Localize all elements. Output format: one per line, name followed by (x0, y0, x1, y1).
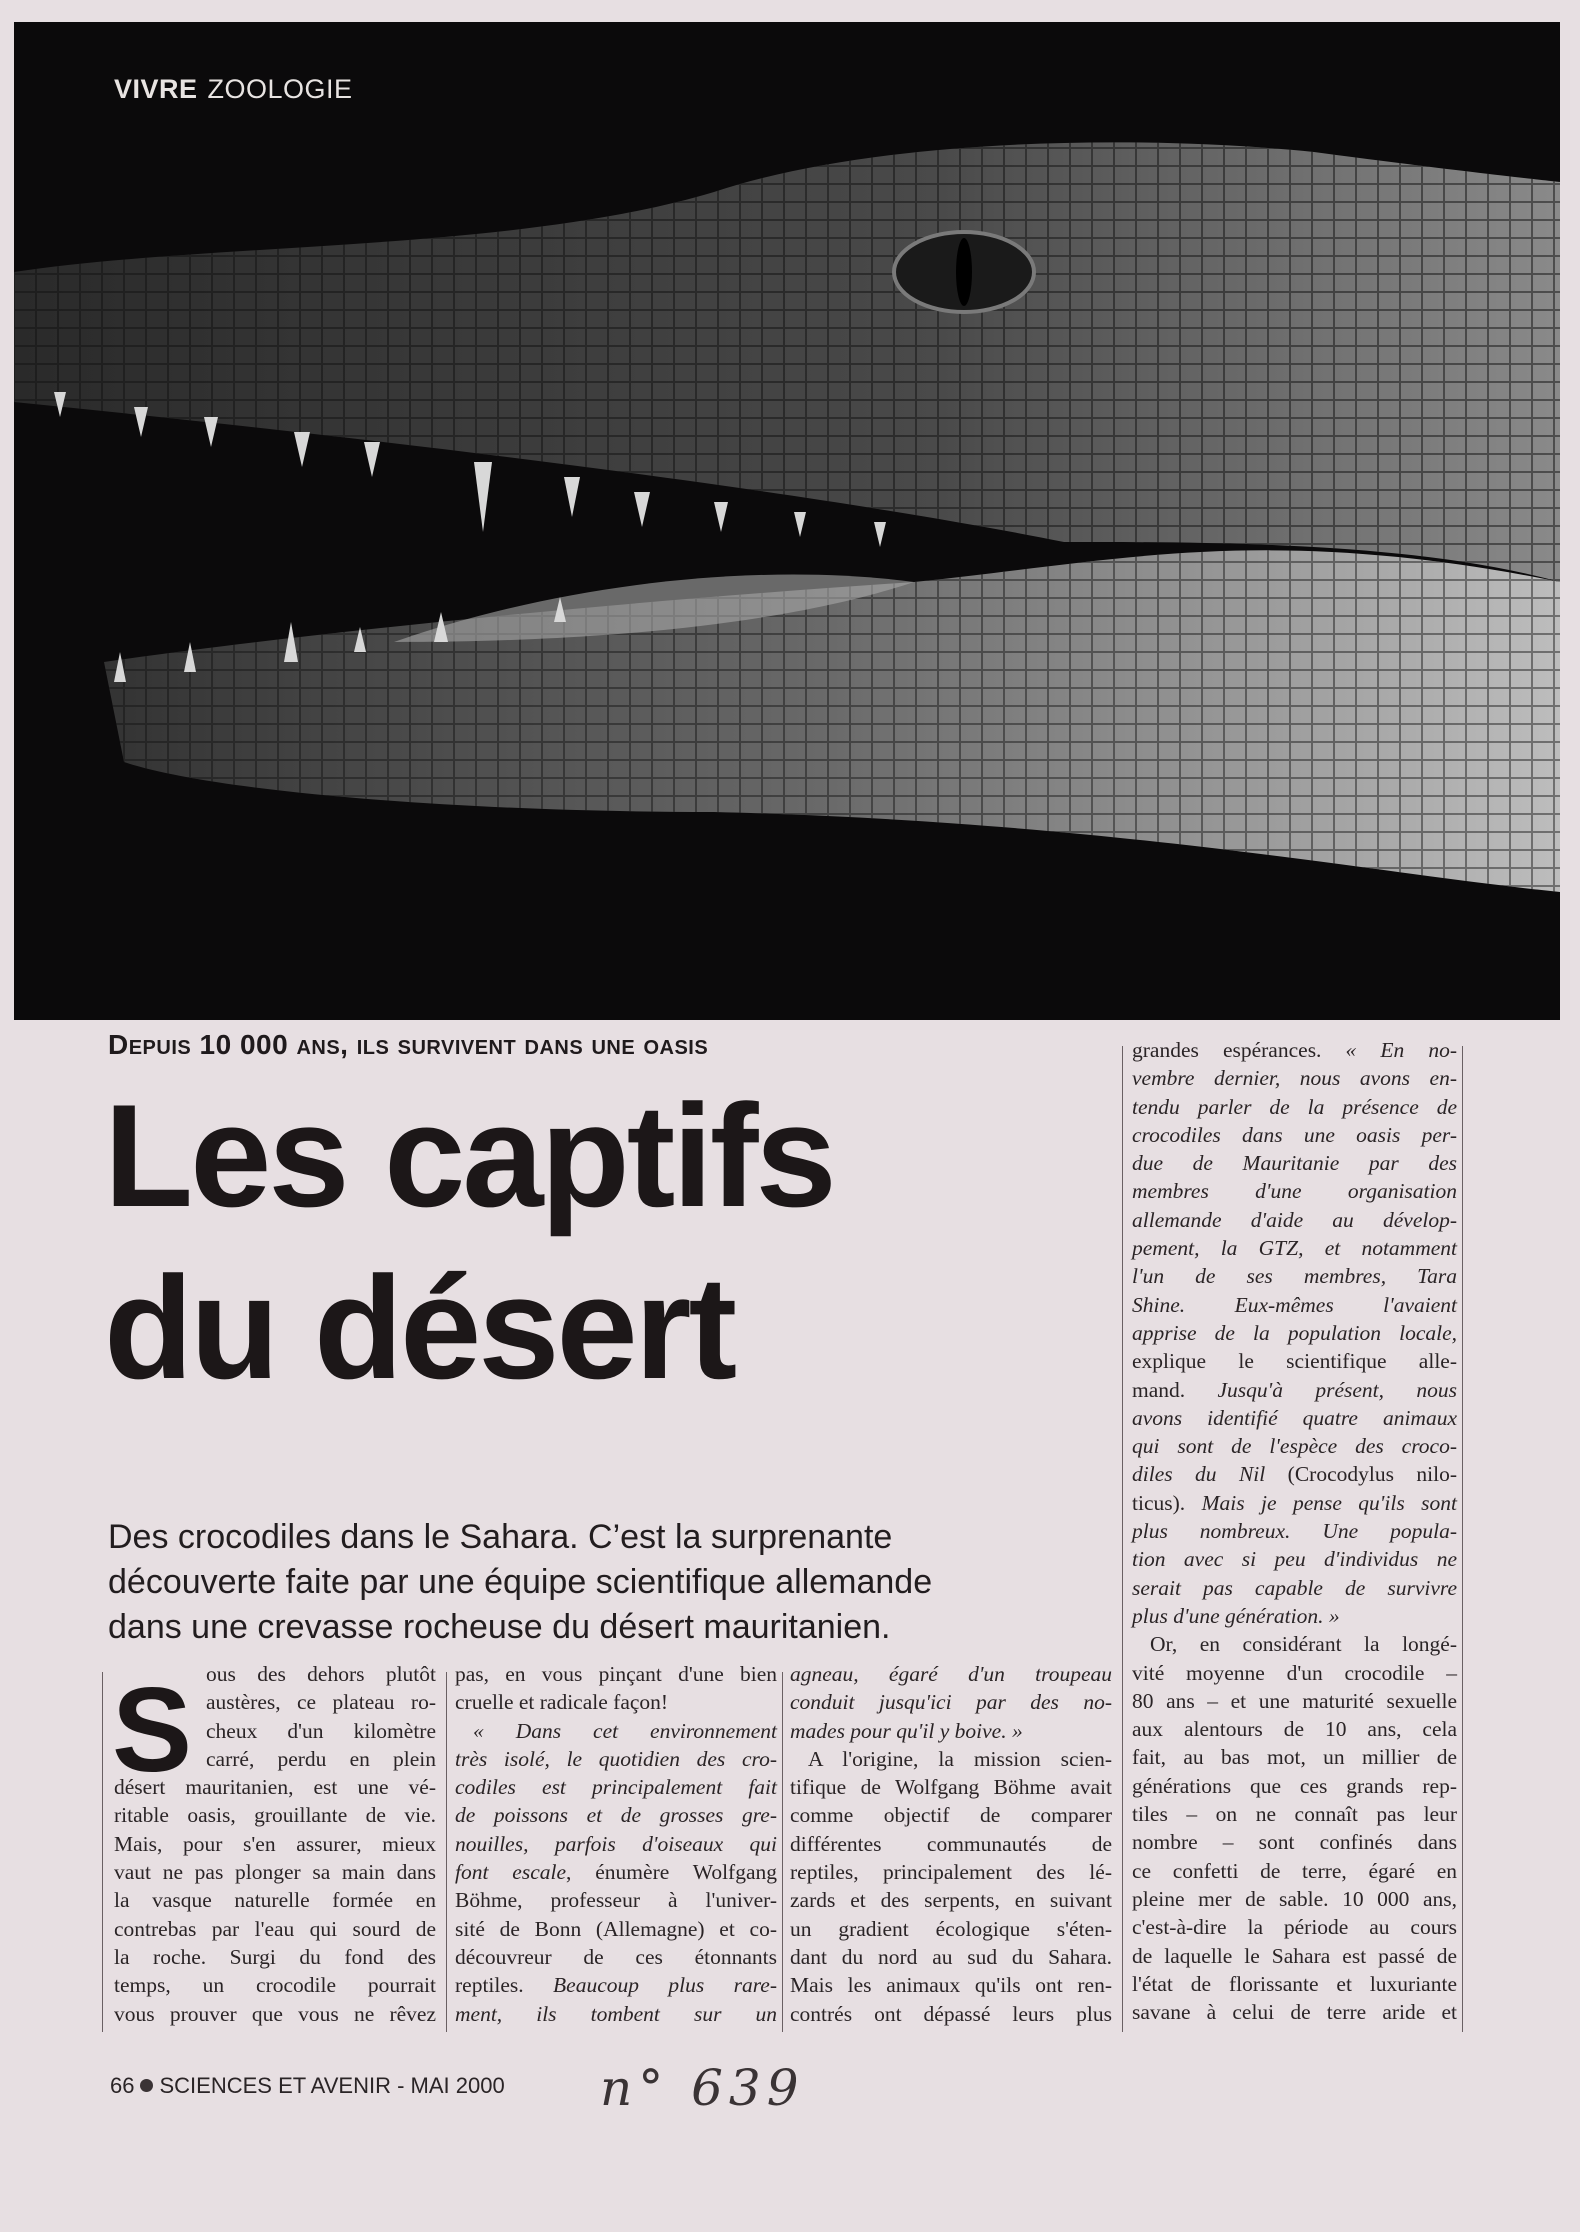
text-line (1132, 1404, 1457, 1432)
body-text: un gradient écologique s'éten- (790, 1916, 1112, 1941)
text-line (114, 1801, 436, 1829)
text-line (1132, 1857, 1457, 1885)
text-line (114, 1943, 436, 1971)
text-line (1132, 1743, 1457, 1771)
italic-text: due de Mauritanie par des (1132, 1151, 1457, 1176)
text-line (790, 1660, 1112, 1688)
italic-text: Shine. Eux-mêmes l'avaient (1132, 1292, 1457, 1317)
crocodile-illustration (14, 22, 1560, 1020)
italic-text: Mais je pense qu'ils sont (1201, 1490, 1457, 1515)
publication-info: SCIENCES ET AVENIR - MAI 2000 (159, 2073, 505, 2098)
text-line (1132, 1970, 1457, 1998)
column-divider (782, 1672, 783, 2032)
text-line (455, 1830, 777, 1858)
italic-text: agneau, égaré d'un troupeau (790, 1662, 1112, 1686)
text-line (1132, 1602, 1457, 1630)
text-line (114, 1773, 436, 1801)
italic-text: allemande d'aide au dévelop- (1132, 1207, 1457, 1232)
title-line: du désert (104, 1246, 735, 1409)
italic-text: Beaucoup plus rare- (553, 1973, 777, 1998)
text-line (1132, 1659, 1457, 1687)
italic-text: tendu parler de la présence de (1132, 1094, 1457, 1119)
text-line (1132, 1291, 1457, 1319)
text-line (455, 2000, 777, 2028)
text-line (790, 1688, 1112, 1716)
italic-text: « En no- (1345, 1038, 1457, 1062)
body-text: vous prouver que vous ne rêvez (114, 2001, 436, 2026)
text-line (1132, 1913, 1457, 1941)
italic-text: mades pour qu'il y boive. » (790, 1718, 1023, 1743)
text-line (1132, 1121, 1457, 1149)
text-line (790, 1801, 1112, 1829)
italic-text: font escale (455, 1860, 567, 1885)
text-line (1132, 1234, 1457, 1262)
text-line (114, 1660, 436, 1688)
italic-text: diles du Nil (1132, 1462, 1288, 1487)
italic-text: crocodiles dans une oasis per- (1132, 1122, 1457, 1147)
text-line (1132, 1942, 1457, 1970)
text-line (1132, 1460, 1457, 1488)
text-column-2 (455, 1660, 777, 2028)
body-text: aux alentours de 10 ans, cela (1132, 1717, 1457, 1742)
text-line (1132, 1432, 1457, 1460)
italic-text: qui sont de l'espèce des croco- (1132, 1434, 1457, 1459)
body-text: tifique de Wolfgang Böhme avait (790, 1775, 1112, 1800)
body-text: ous des dehors plutôt (206, 1662, 436, 1686)
text-line (1132, 1630, 1457, 1658)
text-line (455, 1886, 777, 1914)
body-text: dant du nord au sud du Sahara. (790, 1944, 1112, 1969)
text-line (1132, 1149, 1457, 1177)
italic-text: très isolé, le quotidien des cro- (455, 1746, 777, 1771)
body-text: mand. (1132, 1377, 1218, 1402)
text-line (455, 1773, 777, 1801)
body-text: cruelle et radicale façon! (455, 1690, 669, 1715)
body-text: générations que ces grands rep- (1132, 1773, 1457, 1798)
article-lead (108, 1515, 932, 1650)
italic-text: avons identifié quatre animaux (1132, 1405, 1457, 1430)
article-title (104, 1070, 834, 1414)
text-line (455, 1745, 777, 1773)
text-line (455, 1688, 777, 1716)
text-line (1132, 1489, 1457, 1517)
body-text: contrebas par l'eau qui sourd de (114, 1916, 436, 1941)
text-line (1132, 1687, 1457, 1715)
body-text: pas, en vous pinçant d'une bien (455, 1662, 777, 1686)
body-text: ritable oasis, grouillante de vie. (114, 1803, 436, 1828)
body-text: Or, en considérant la longé- (1150, 1632, 1457, 1657)
text-line (1132, 1347, 1457, 1375)
text-line (790, 1858, 1112, 1886)
italic-text: vembre dernier, nous avons en- (1132, 1066, 1457, 1091)
body-text: ce confetti de terre, égaré en (1132, 1858, 1457, 1883)
text-line (790, 1886, 1112, 1914)
handwritten-note: n° 639 (600, 2059, 805, 2117)
body-text: temps, un crocodile pourrait (114, 1973, 436, 1998)
text-line (114, 1830, 436, 1858)
body-text: savane à celui de terre aride et (1132, 2000, 1457, 2025)
text-line (1132, 1206, 1457, 1234)
column-divider (102, 1672, 103, 2032)
text-line (1132, 1545, 1457, 1573)
text-line (455, 1971, 777, 1999)
crocodile-photo (14, 22, 1560, 1020)
text-line (1132, 1319, 1457, 1347)
text-line (790, 1943, 1112, 1971)
column-divider (1122, 1046, 1123, 2032)
text-line (790, 2000, 1112, 2028)
text-line (790, 1830, 1112, 1858)
text-line (114, 1971, 436, 1999)
body-text: de laquelle le Sahara est passé de (1132, 1943, 1457, 1968)
body-text: reptiles. (455, 1973, 554, 1998)
body-text: la vasque naturelle formée en (114, 1888, 436, 1913)
body-text: grandes espérances. (1132, 1038, 1346, 1062)
body-text: Mais les animaux qu'ils ont ren- (790, 1973, 1112, 1998)
text-line (114, 1915, 436, 1943)
text-line (455, 1915, 777, 1943)
bullet-icon (140, 2079, 153, 2092)
body-text: zards et des serpents, en suivant (790, 1888, 1112, 1913)
text-column-4 (1132, 1036, 1457, 2026)
body-text: désert mauritanien, est une vé- (114, 1775, 436, 1800)
body-text: différentes communautés de (790, 1831, 1112, 1856)
body-text: fait, au bas mot, un millier de (1132, 1745, 1457, 1770)
body-text: la roche. Surgi du fond des (114, 1944, 436, 1969)
text-column-3 (790, 1660, 1112, 2028)
body-text: 80 ans – et une maturité sexuelle (1132, 1688, 1457, 1713)
italic-text: Jusqu'à présent, nous (1217, 1377, 1457, 1402)
text-line (1132, 1885, 1457, 1913)
italic-text: nouilles, parfois d'oiseaux qui (455, 1831, 777, 1856)
text-line (790, 1915, 1112, 1943)
text-line (790, 1971, 1112, 1999)
body-text: explique le scientifique alle- (1132, 1349, 1457, 1374)
subsection-label: ZOOLOGIE (207, 74, 353, 104)
page-number: 66 (110, 2073, 135, 2098)
italic-text: conduit jusqu'ici par des no- (790, 1690, 1112, 1715)
section-label: VIVRE (114, 74, 198, 104)
body-text: Mais, pour s'en assurer, mieux (114, 1831, 436, 1856)
text-line (1132, 1036, 1457, 1064)
body-text: reptiles, principalement des lé- (790, 1860, 1112, 1885)
text-line (1132, 1517, 1457, 1545)
body-text: Böhme, professeur à l'univer- (455, 1888, 777, 1913)
text-line (790, 1745, 1112, 1773)
italic-text: l'un de ses membres, Tara (1132, 1264, 1457, 1289)
italic-text: de poissons et de grosses gre- (455, 1803, 777, 1828)
text-column-1 (114, 1660, 436, 2028)
body-text: l'état de florissante et luxuriante (1132, 1971, 1457, 1996)
text-line (114, 1717, 436, 1745)
text-line (455, 1801, 777, 1829)
italic-text: plus d'une génération. » (1132, 1603, 1340, 1628)
body-text: cheux d'un kilomètre (206, 1718, 436, 1743)
body-text: (Crocodylus nilo- (1287, 1462, 1457, 1487)
text-line (1132, 1998, 1457, 2026)
text-line (114, 1688, 436, 1716)
lead-line: Des crocodiles dans le Sahara. C’est la surprenante (108, 1518, 893, 1556)
body-text: carré, perdu en plein (206, 1746, 436, 1771)
text-line (1132, 1376, 1457, 1404)
italic-text: pement, la GTZ, et notamment (1132, 1236, 1457, 1261)
text-line (1132, 1800, 1457, 1828)
italic-text: membres d'une organisation (1132, 1179, 1457, 1204)
text-line (455, 1660, 777, 1688)
column-divider (1462, 1046, 1463, 2032)
text-line (790, 1773, 1112, 1801)
body-text: c'est-à-dire la période au cours (1132, 1915, 1457, 1940)
text-line (114, 1745, 436, 1773)
text-line (114, 1886, 436, 1914)
body-text: , énumère Wolfgang (566, 1860, 777, 1885)
text-line (455, 1717, 777, 1745)
text-line (1132, 1177, 1457, 1205)
lead-line: dans une crevasse rocheuse du désert mauritanien. (108, 1608, 891, 1646)
text-line (1132, 1828, 1457, 1856)
italic-text: plus nombreux. Une popula- (1132, 1519, 1457, 1544)
italic-text: serait pas capable de survivre (1132, 1575, 1457, 1600)
italic-text: ment, ils tombent sur un (455, 2001, 777, 2026)
text-line (455, 1943, 777, 1971)
body-text: comme objectif de comparer (790, 1803, 1112, 1828)
text-line (1132, 1715, 1457, 1743)
italic-text: apprise de la population locale, (1132, 1320, 1457, 1345)
lead-line: découverte faite par une équipe scientifique allemande (108, 1563, 933, 1601)
text-line (1132, 1262, 1457, 1290)
text-line (114, 2000, 436, 2028)
text-line (1132, 1574, 1457, 1602)
title-line: Les captifs (104, 1074, 834, 1237)
text-line (114, 1858, 436, 1886)
body-text: tiles – on ne connaît pas leur (1132, 1802, 1457, 1827)
body-text: sité de Bonn (Allemagne) et co- (455, 1916, 777, 1941)
text-line (790, 1717, 1112, 1745)
drop-cap: S (112, 1663, 193, 1797)
body-text: ticus). (1132, 1490, 1202, 1515)
body-text: A l'origine, la mission scien- (808, 1746, 1112, 1771)
body-text: découvreur de ces étonnants (455, 1944, 777, 1969)
section-header (114, 72, 353, 106)
body-text: vité moyenne d'un crocodile – (1132, 1660, 1457, 1685)
text-line (1132, 1772, 1457, 1800)
page-footer (110, 2072, 505, 2100)
body-text: vaut ne pas plonger sa main dans (114, 1860, 436, 1885)
italic-text: codiles est principalement fait (455, 1775, 777, 1800)
body-text: nombre – sont confinés dans (1132, 1830, 1457, 1855)
body-text: austères, ce plateau ro- (206, 1690, 436, 1715)
italic-text: tion avec si peu d'individus ne (1132, 1547, 1457, 1572)
body-text: contrés ont dépassé leurs plus (790, 2001, 1112, 2026)
text-line (1132, 1064, 1457, 1092)
column-divider (446, 1672, 447, 2032)
text-line (455, 1858, 777, 1886)
italic-text: « Dans cet environnement (473, 1718, 777, 1743)
text-line (1132, 1093, 1457, 1121)
article-kicker: Depuis 10 000 ans, ils survivent dans une oasis (108, 1029, 709, 1060)
body-text: pleine mer de sable. 10 000 ans, (1132, 1886, 1457, 1911)
